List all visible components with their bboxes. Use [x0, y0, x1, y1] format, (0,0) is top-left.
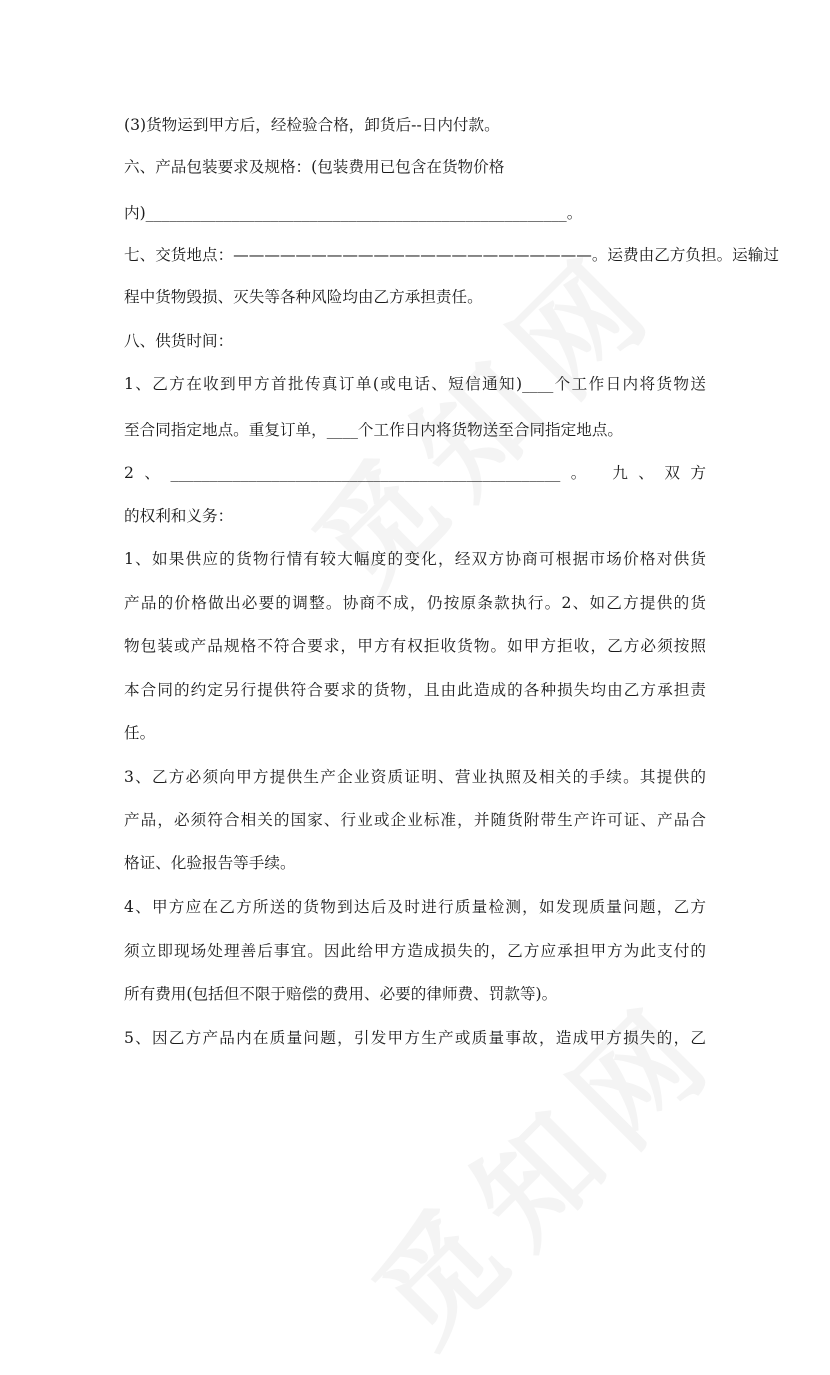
text-line: 本合同的约定另行提供符合要求的货物，且由此造成的各种损失均由乙方承担责	[124, 681, 706, 699]
watermark	[331, 957, 750, 1375]
text-line: 物包装或产品规格不符合要求，甲方有权拒收货物。如甲方拒收，乙方必须按照	[124, 637, 706, 655]
text-line: 1、乙方在收到甲方首批传真订单(或电话、短信通知)____个工作日内将货物送	[124, 375, 706, 393]
text-line: 所有费用(包括但不限于赔偿的费用、必要的律师费、罚款等)。	[124, 985, 558, 1003]
text-line: 内)______________________________________________________。	[124, 204, 583, 222]
text-line: 产品，必须符合相关的国家、行业或企业标准，并随货附带生产许可证、产品合	[124, 811, 706, 829]
text-line: 5、因乙方产品内在质量问题，引发甲方生产或质量事故，造成甲方损失的，乙	[124, 1029, 706, 1047]
text-line: 任。	[124, 724, 156, 742]
text-line: 七、交货地点：———————————————————————。运费由乙方负担。运输过	[124, 246, 779, 264]
text-line: (3)货物运到甲方后，经检验合格，卸货后--日内付款。	[124, 116, 500, 134]
text-line: 须立即现场处理善后事宜。因此给甲方造成损失的，乙方应承担甲方为此支付的	[124, 942, 706, 960]
text-line: 2、__________________________________________________。 九、双方	[124, 464, 706, 482]
text-line: 格证、化验报告等手续。	[124, 854, 296, 872]
text-line: 至合同指定地点。重复订单，____个工作日内将货物送至合同指定地点。	[124, 421, 624, 439]
text-line: 1、如果供应的货物行情有较大幅度的变化，经双方协商可根据市场价格对供货	[124, 550, 706, 568]
text-line: 产品的价格做出必要的调整。协商不成，仍按原条款执行。2、如乙方提供的货	[124, 594, 706, 612]
text-line: 六、产品包装要求及规格：(包装费用已包含在货物价格	[124, 158, 505, 176]
text-line: 程中货物毁损、灭失等各种风险均由乙方承担责任。	[124, 288, 483, 306]
text-line: 4、甲方应在乙方所送的货物到达后及时进行质量检测，如发现质量问题，乙方	[124, 898, 706, 916]
text-line: 3、乙方必须向甲方提供生产企业资质证明、营业执照及相关的手续。其提供的	[124, 768, 706, 786]
text-line: 八、供货时间：	[124, 332, 234, 350]
text-line: 的权利和义务：	[124, 507, 234, 525]
